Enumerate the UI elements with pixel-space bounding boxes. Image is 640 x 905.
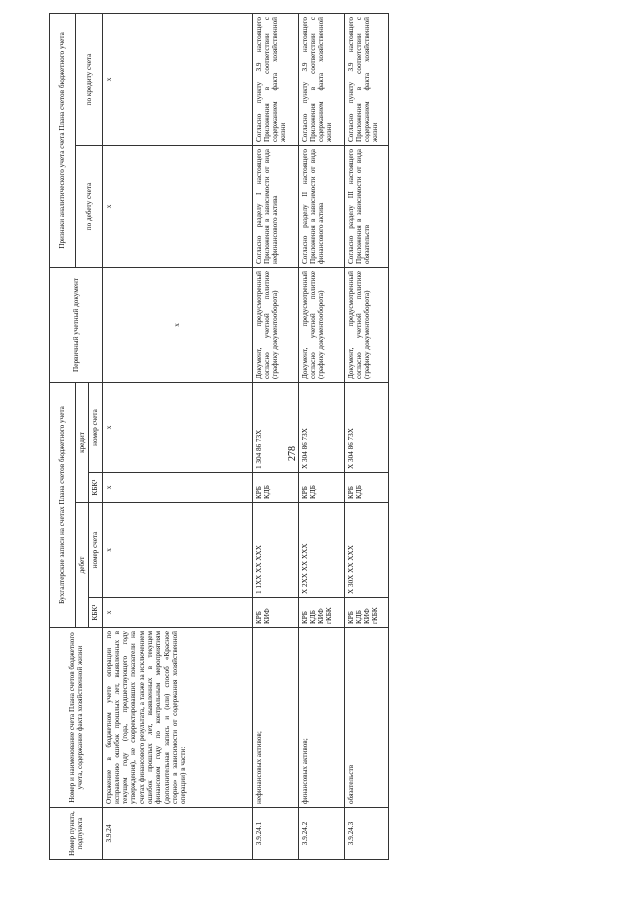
row-debit-account: Х 2ХХ ХХ ХХХ [298, 503, 344, 598]
row-credit-kbk: КРБ КДБ [344, 473, 388, 503]
page-number: 278 [287, 446, 298, 461]
row-analytic-credit: Согласно пункту 3.9 настоящего Приложения в соответствии с содержанием факта хозяйственной жизни [298, 13, 344, 145]
table-row [102, 13, 252, 859]
row-debit-account: х [102, 503, 252, 598]
row-credit-account: Х 304 86 73Х [344, 383, 388, 473]
row-analytic-credit: х [102, 13, 252, 145]
row-debit-kbk: х [102, 598, 252, 628]
row-name: Отражение в бюджетном учете операции по исправлению ошибок прошлых лет, выявленных в текущем году (года, предшествующего году утверждения), не скорректировавших показатели на счетах финансового результата, а также за исключением ошибок прошлых лет, выявленных в текущем финансовом году по контрольным мероприятиям (дополнительная запись и (или) способ «Красное сторно» в зависимости от содержания хозяйственной операции) в части: [102, 628, 252, 808]
header-debit-kbk: КБК¹ [89, 598, 102, 628]
row-num: 3.9.24.2 [298, 808, 344, 860]
row-credit-account: 1 304 86 73Х [252, 383, 298, 473]
row-analytic-debit: х [102, 146, 252, 268]
row-analytic-credit: Согласно пункту 3.9 настоящего Приложения в соответствии с содержанием факта хозяйственной жизни [344, 13, 388, 145]
row-debit-kbk: КРБ КИФ [252, 598, 298, 628]
table-row [298, 13, 344, 859]
header-name: Номер и наименование счета Плана счетов бюджетного учета, содержание факта хозяйственной жизни [50, 628, 103, 808]
row-credit-kbk: х [102, 473, 252, 503]
header-debit-account: номер счета [89, 503, 102, 598]
header-analytic: Признаки аналитического учета счета Плана счетов бюджетного учета [50, 13, 76, 267]
row-debit-kbk: КРБ КДБ КИФ гКБК [344, 598, 388, 628]
header-by-debit: по дебету счета [76, 146, 103, 268]
row-credit-kbk: КРБ КДБ [252, 473, 298, 503]
row-name: нефинансовых активов; [252, 628, 298, 808]
row-analytic-credit: Согласно пункту 3.9 настоящего Приложения в соответствии с содержанием факта хозяйственной жизни [252, 13, 298, 145]
header-credit-kbk: КБК¹ [89, 473, 102, 503]
row-primary-document: Документ, предусмотренный согласно учетной политике (графику документооборота) [344, 268, 388, 383]
row-primary-document: х [102, 268, 252, 383]
row-name: обязательств [344, 628, 388, 808]
header-primary-document: Первичный учетный документ [50, 268, 103, 383]
row-analytic-debit: Согласно разделу I настоящего Приложения в зависимости от вида нефинансового актива [252, 146, 298, 268]
row-name: финансовых активов; [298, 628, 344, 808]
row-num: 3.9.24.1 [252, 808, 298, 860]
row-credit-kbk: КРБ КДБ [298, 473, 344, 503]
header-num: Номер пункта, подпункта [50, 808, 103, 860]
header-debit: дебет [76, 503, 89, 628]
table-row [252, 13, 298, 859]
row-analytic-debit: Согласно разделу II настоящего Приложения в зависимости от вида финансового актива [298, 146, 344, 268]
header-entries: Бухгалтерские записи на счетах Плана счетов бюджетного учета [50, 383, 76, 628]
row-analytic-debit: Согласно разделу III настоящего Приложения в зависимости от вида обязательств [344, 146, 388, 268]
accounting-table-rotated [49, 14, 385, 860]
row-primary-document: Документ, предусмотренный согласно учетной политике (графику документооборота) [298, 268, 344, 383]
header-credit: кредит [76, 383, 89, 503]
accounting-entries-table [49, 13, 389, 860]
table-row [344, 13, 388, 859]
row-debit-account: 1 1ХХ ХХ ХХХ [252, 503, 298, 598]
row-debit-kbk: КРБ КДБ КИФ гКБК [298, 598, 344, 628]
row-num: 3.9.24 [102, 808, 252, 860]
header-by-credit: по кредиту счета [76, 13, 103, 145]
row-debit-account: Х 30Х ХХ ХХХ [344, 503, 388, 598]
row-primary-document: Документ, предусмотренный согласно учетной политике (графику документооборота) [252, 268, 298, 383]
row-credit-account: х [102, 383, 252, 473]
row-credit-account: Х 304 86 73Х [298, 383, 344, 473]
header-credit-account: номер счета [89, 383, 102, 473]
row-num: 3.9.24.3 [344, 808, 388, 860]
